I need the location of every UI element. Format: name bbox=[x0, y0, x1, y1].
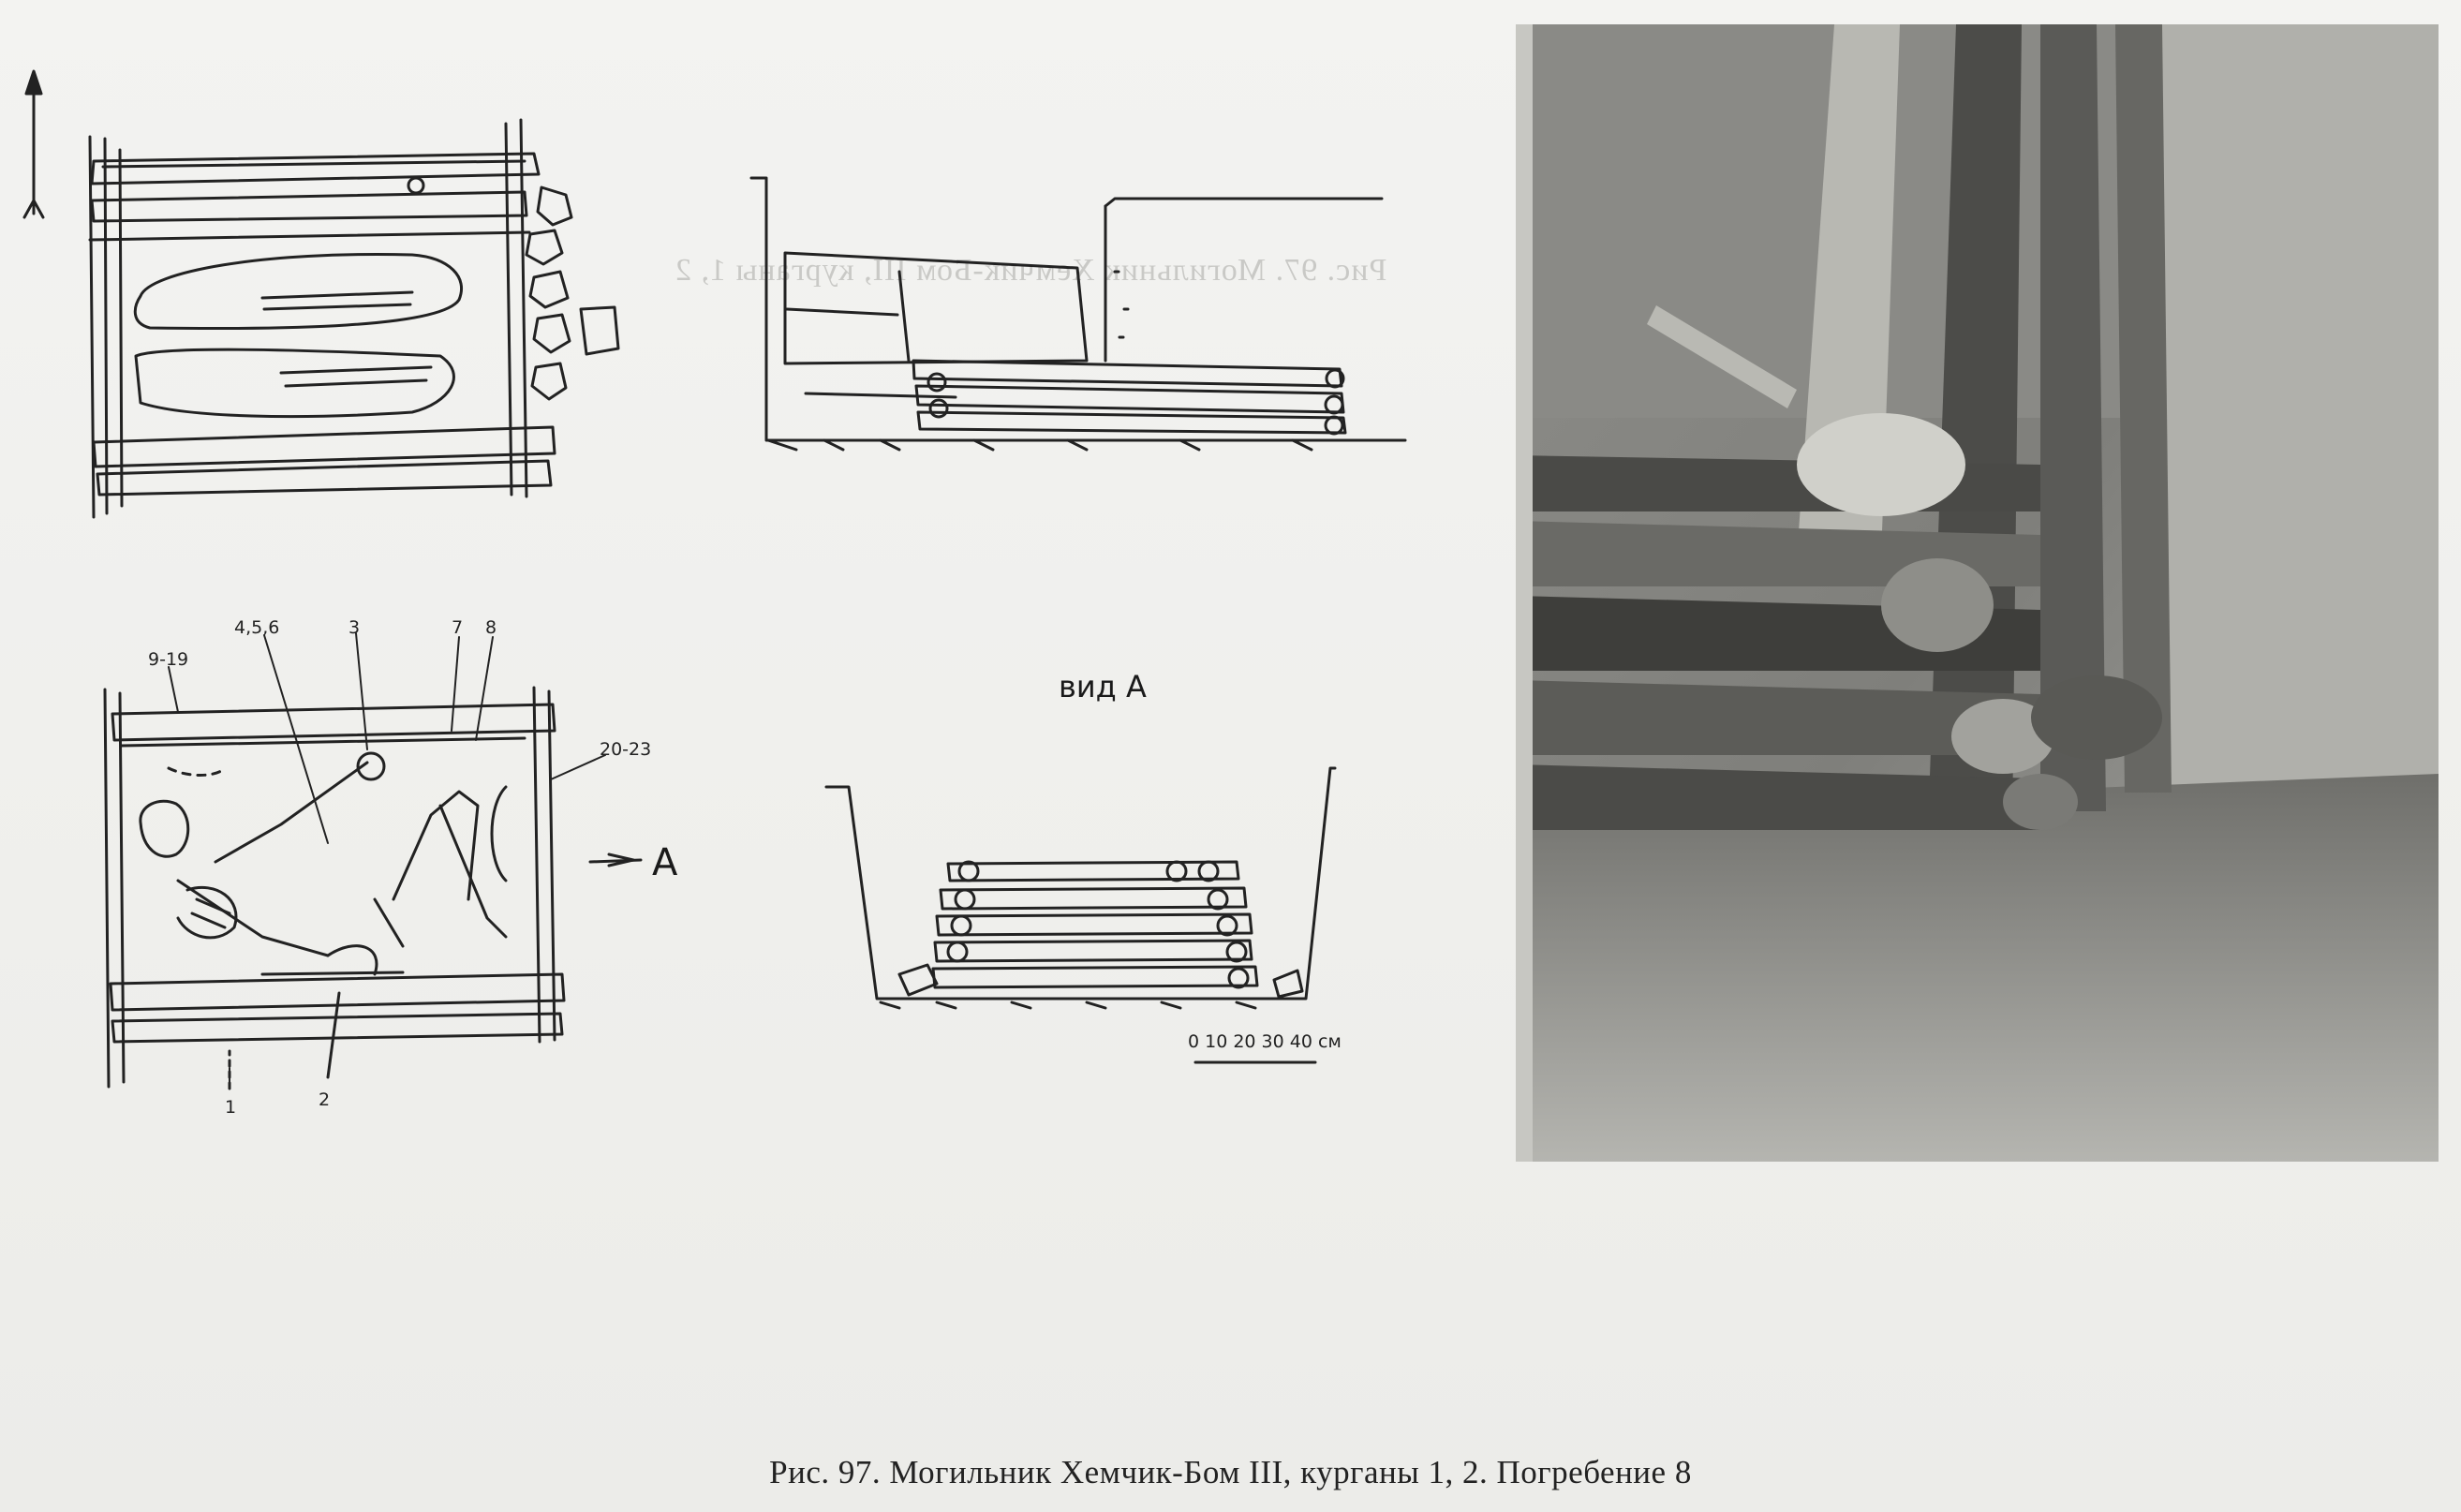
scale-bar-text: 0 10 20 30 40 см bbox=[1188, 1031, 1342, 1052]
upper-log-cover-plan bbox=[90, 120, 618, 517]
north-arrow-icon bbox=[24, 71, 43, 217]
label-arrow-a: A bbox=[652, 841, 678, 884]
label-4-5-6: 4,5,6 bbox=[234, 617, 280, 638]
label-3: 3 bbox=[348, 617, 361, 638]
label-9-19: 9-19 bbox=[148, 649, 189, 670]
label-20-23: 20-23 bbox=[600, 739, 652, 760]
label-7: 7 bbox=[452, 617, 464, 638]
excavation-photo bbox=[1516, 24, 2439, 1162]
bleed-through-text: Рис. 97. Могильник Хемчик-Бом III, курганы 1, 2 bbox=[675, 253, 1387, 288]
section-profile-1 bbox=[751, 178, 1405, 450]
figure-caption: Рис. 97. Могильник Хемчик-Бом III, курганы 1, 2. Погребение 8 bbox=[769, 1454, 1692, 1490]
label-8: 8 bbox=[485, 617, 497, 638]
line-drawings bbox=[0, 0, 1499, 1171]
label-2: 2 bbox=[319, 1090, 331, 1110]
burial-plan-skeleton bbox=[105, 688, 564, 1089]
section-profile-view-a bbox=[826, 768, 1335, 1008]
label-1: 1 bbox=[225, 1097, 237, 1118]
view-a-arrow-icon bbox=[590, 854, 641, 866]
view-a-label: вид A bbox=[1059, 669, 1147, 704]
